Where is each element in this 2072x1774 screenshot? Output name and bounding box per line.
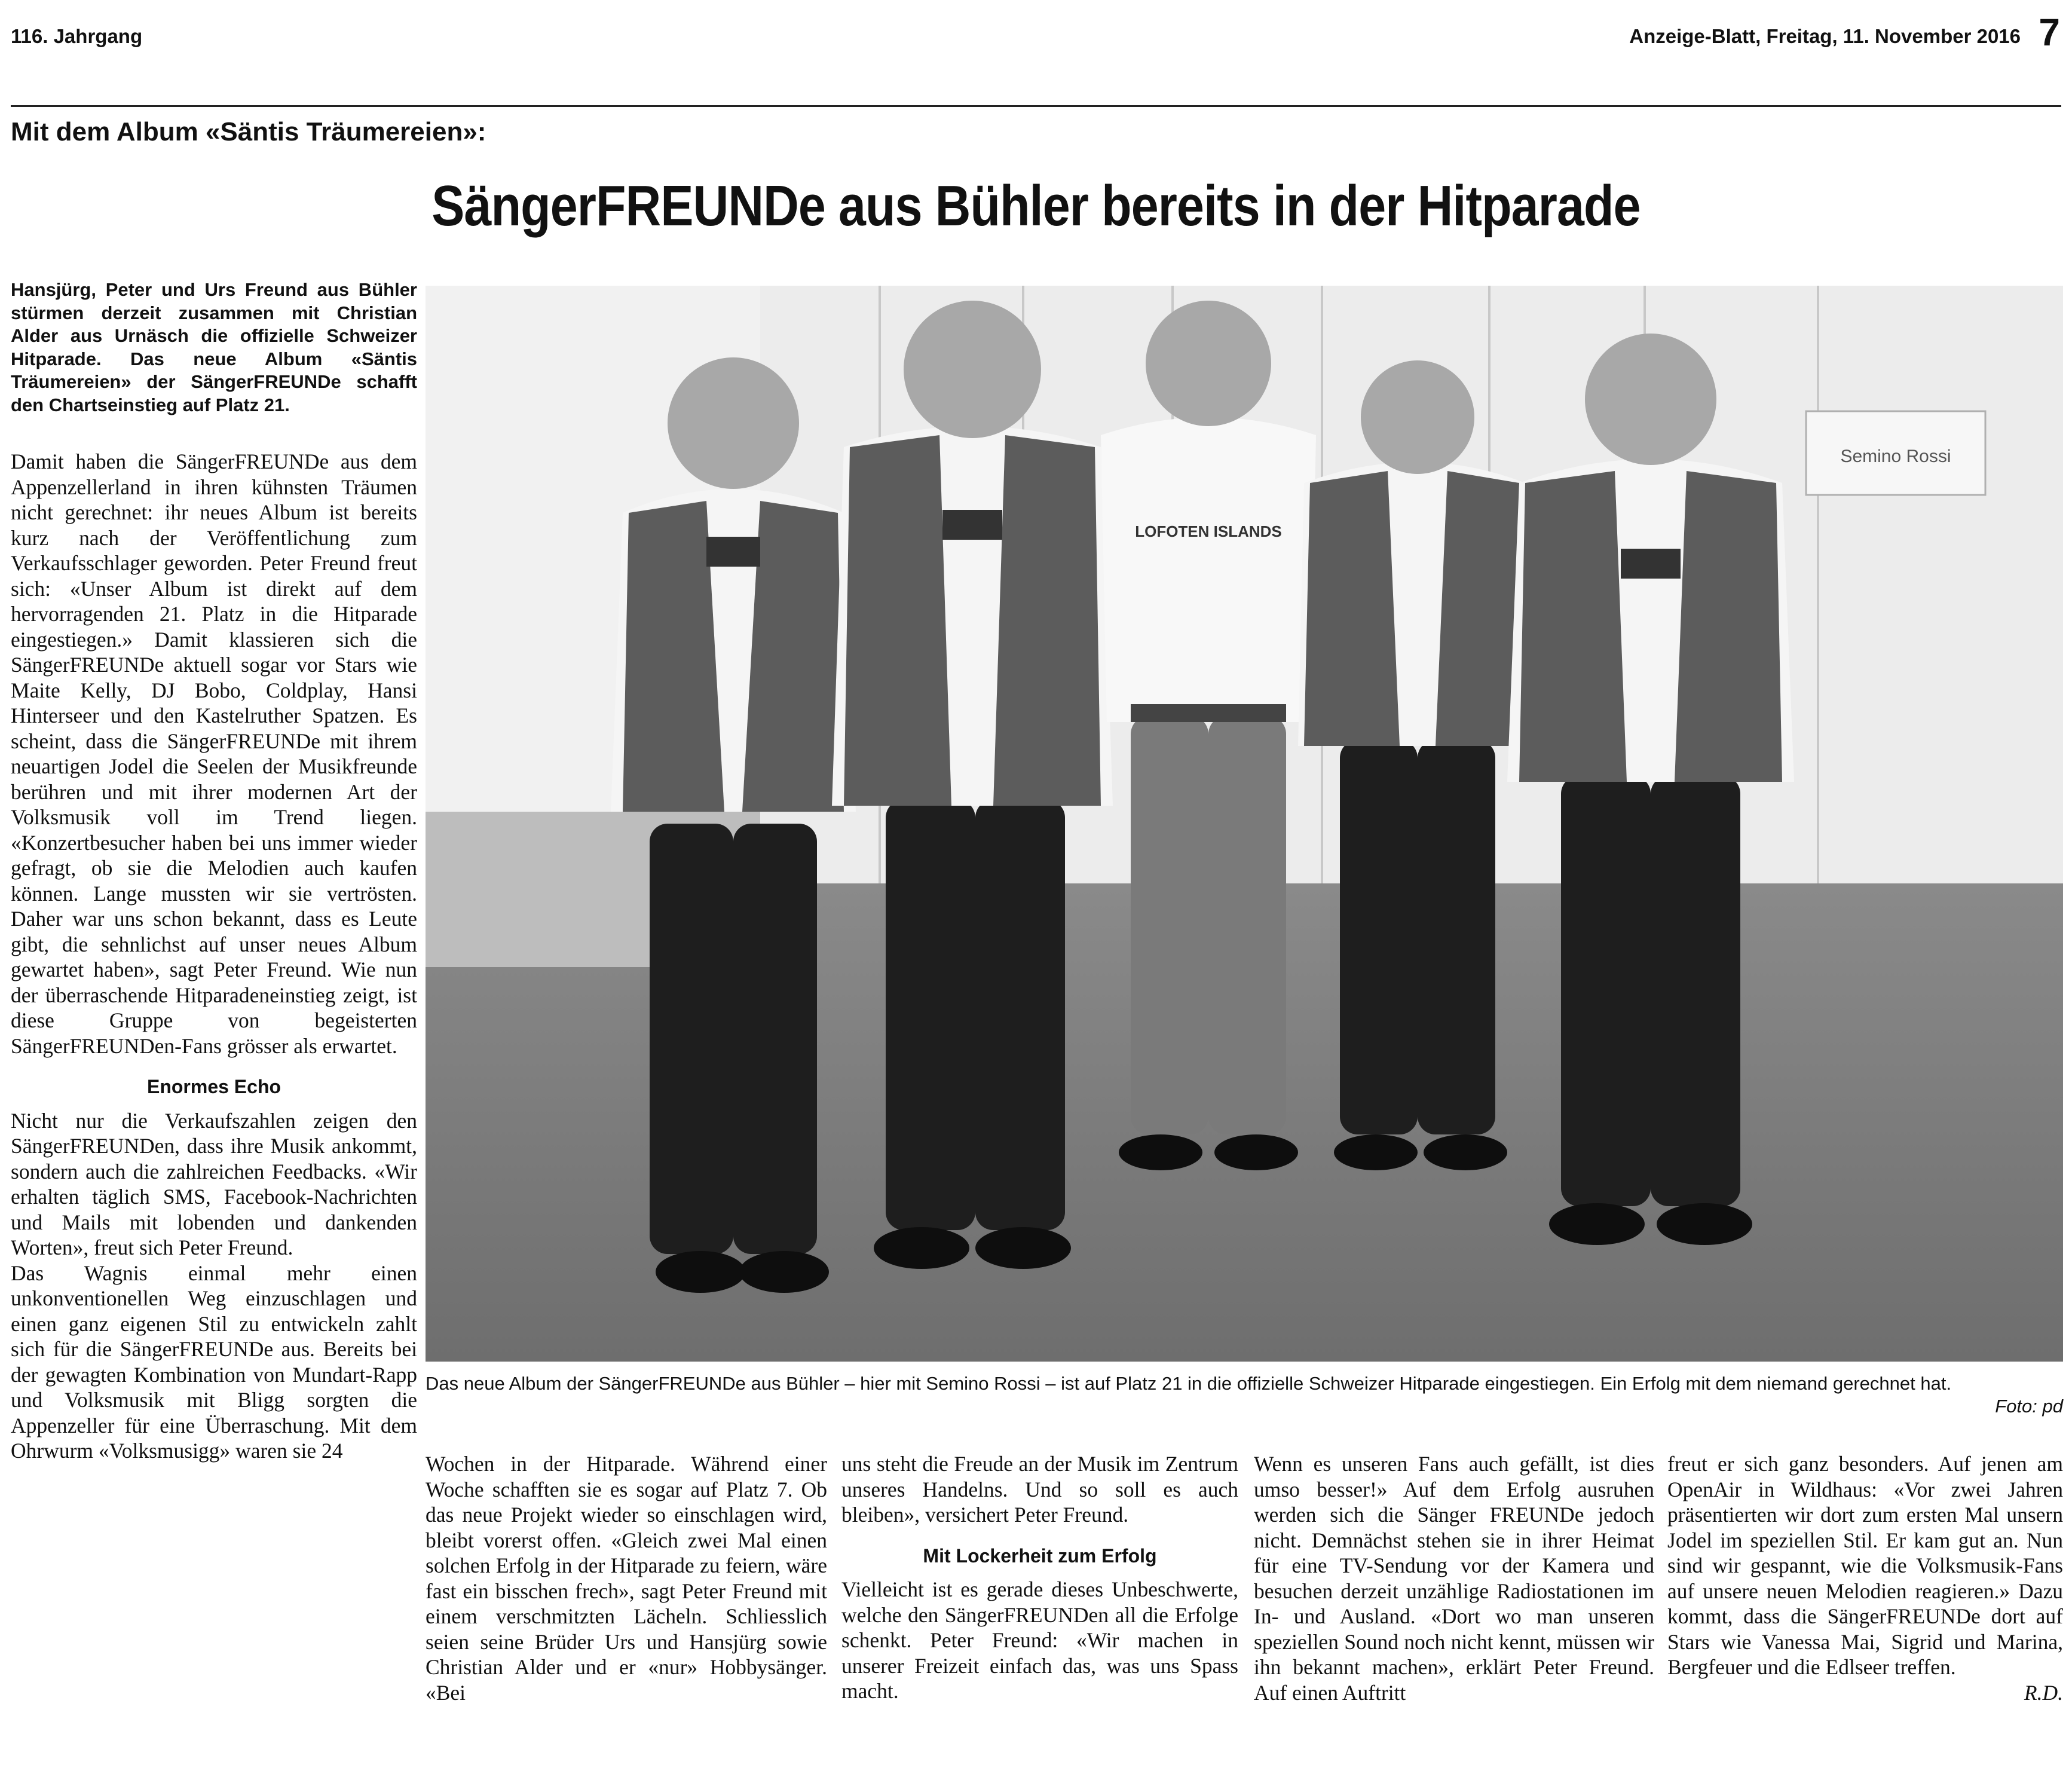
body-paragraph: Damit haben die SängerFREUNDe aus dem Appenzellerland in ihren kühnsten Träumen nicht gerechnet: ihr neues Album ist bereits kurz nach der Veröffentlichung zum Verkaufsschlager geworden. Peter Freund freut sich: «Unser Album ist direkt auf dem hervorragenden 21. Platz in die Hitparade eingestiegen.» Damit klassieren sich die SängerFREUNDe aktuell sogar vor Stars wie Maite Kelly, DJ Bobo, Coldplay, Hansi Hinterseer und den Kastelruther Spatzen. Es scheint, dass die SängerFREUNDe mit ihrem neuartigen Jodel die Seelen der Musikfreunde berühren und mit ihrer modernen Art der Volksmusik voll im Trend liegen. «Konzertbesucher haben bei uns immer wieder gefragt, ob sie die Melodien auch kaufen können. Lange mussten wir sie vertrösten. Daher war uns schon bekannt, dass es Leute gibt, die sehnlichst auf unser neues Album gewartet haben», sagt Peter Freund. Wie nun der überraschende Hitparadeneinstieg zeigt, ist diese Gruppe von begeisterten SängerFREUNDen-Fans grösser als erwartet.	[11, 449, 417, 1058]
article-headline: SängerFREUNDe aus Bühler bereits in der Hitparade	[431, 174, 1641, 238]
body-paragraph: Wochen in der Hitparade. Während einer Woche schafften sie es sogar auf Platz 7. Ob das neue Projekt wieder so einschlagen wird, bleibt vorerst offen. «Gleich zwei Mal einen solchen Erfolg in der Hitparade zu feiern, wäre fast ein bisschen frech», sagt Peter Freund mit einem verschmitzten Lächeln. Schliesslich seien seine Brüder Urs und Hansjürg sowie Christian Alder und er «nur» Hobbysänger. «Bei	[426, 1452, 827, 1705]
group-photo	[426, 286, 2063, 1362]
photo-credit: Foto: pd	[1995, 1396, 2063, 1417]
article-lead: Hansjürg, Peter und Urs Freund aus Bühler stürmen derzeit zusammen mit Christian Alder aus Urnäsch die offizielle Schweizer Hitparade. Das neue Album «Säntis Träumereien» der SängerFREUNDe schafft den Chartseinstieg auf Platz 21.	[11, 279, 417, 415]
body-paragraph: Das Wagnis einmal mehr einen unkonventionellen Weg einzuschlagen und einen ganz eigenen Stil zu entwickeln zahlt sich für die SängerFREUNDe aus. Bereits bei der gewagten Kombination von Mundart-Rapp und Volksmusik mit Bligg sorgten die Appenzeller für eine Überraschung. Mit dem Ohrwurm «Volksmusigg» waren sie 24	[11, 1261, 417, 1463]
body-paragraph: Nicht nur die Verkaufszahlen zeigen den SängerFREUNDen, dass ihre Musik ankommt, sondern auch die zahlreichen Feedbacks. «Wir erhalten täglich SMS, Facebook-Nachrichten und Mails mit lobenden und dankenden Worten», freut sich Peter Freund.	[11, 1108, 417, 1259]
subheading: Mit Lockerheit zum Erfolg	[923, 1544, 1157, 1567]
article-column-4	[1254, 1451, 1654, 1705]
subheading: Enormes Echo	[146, 1076, 281, 1097]
photo-caption: Das neue Album der SängerFREUNDe aus Bühler – hier mit Semino Rossi – ist auf Platz 21 in die offizielle Schweizer Hitparade eingestiegen. Ein Erfolg mit dem niemand gerechnet hat.	[426, 1373, 1952, 1394]
publication-date: Anzeige-Blatt, Freitag, 11. November 2016	[1629, 25, 2021, 47]
photo-illustration	[426, 286, 2063, 1362]
header-divider	[11, 105, 2061, 107]
article-column-3	[841, 1451, 1238, 1704]
body-paragraph: Wenn es unseren Fans auch gefällt, ist dies umso besser!» Auf dem Erfolg ausruhen werden sich die Sänger FREUNDe jedoch nicht. Demnächst stehen sie in ihrer Heimat für eine TV-Sendung vor der Kamera und besuchen derzeit unzählige Radiostationen im In- und Ausland. «Dort wo man unseren speziellen Sound noch nicht kennt, müssen wir ihn bekannt machen», erklärt Peter Freund. Auf einen Auftritt	[1254, 1452, 1654, 1705]
shirt-text: LOFOTEN ISLANDS	[1135, 522, 1282, 540]
article-column-1	[11, 279, 417, 1464]
body-paragraph: uns steht die Freude an der Musik im Zentrum unseres Handelns. Und so soll es auch bleiben», versichert Peter Freund.	[841, 1452, 1238, 1527]
body-paragraph: Vielleicht ist es gerade dieses Unbeschwerte, welche den SängerFREUNDen all die Erfolge schenkt. Peter Freund: «Wir machen in unserer Freizeit einfach das, was uns Spass macht.	[841, 1577, 1238, 1703]
article-column-2	[426, 1451, 827, 1705]
body-paragraph: freut er sich ganz besonders. Auf jenen am OpenAir in Wildhaus: «Vor zwei Jahren präsentierten wir dort zum ersten Mal unsern Jodel im speziellen Stil. Er kam gut an. Nun sind wir gespannt, wie die Volksmusik-Fans auf unsere neuen Melodien reagieren.» Dazu kommt, dass die SängerFREUNDe dort auf Stars wie Vanessa Mai, Sigrid und Marina, Bergfeuer und die Edlseer treffen.	[1667, 1452, 2063, 1679]
page-number: 7	[2039, 11, 2060, 54]
door-sign-text: Semino Rossi	[1840, 446, 1951, 466]
author-signature: R.D.	[2024, 1680, 2063, 1705]
volume-label: 116. Jahrgang	[11, 25, 143, 47]
article-column-5	[1667, 1451, 2063, 1705]
article-kicker: Mit dem Album «Säntis Träumereien»:	[11, 117, 486, 146]
